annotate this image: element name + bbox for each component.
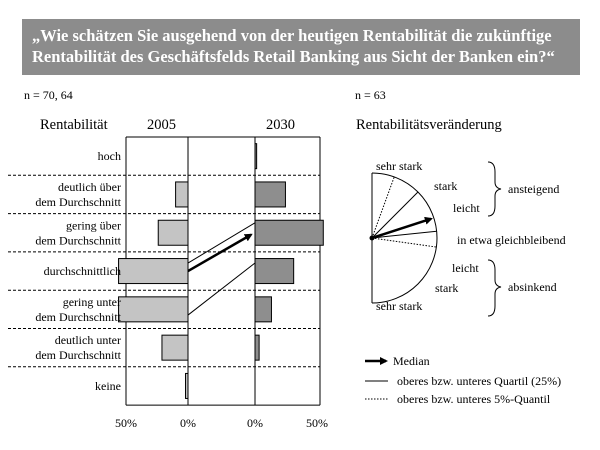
legend bbox=[365, 354, 561, 406]
change-level-up: sehr stark bbox=[376, 159, 423, 173]
bar-2005 bbox=[158, 220, 188, 245]
axis-ticks bbox=[115, 416, 328, 430]
quartile-line-upper bbox=[188, 223, 255, 263]
bar-2005 bbox=[186, 373, 188, 398]
category-label: gering über bbox=[66, 218, 121, 233]
tick-label: 0% bbox=[247, 416, 263, 430]
quartile-line-lower bbox=[188, 263, 255, 315]
change-group-up: ansteigend bbox=[508, 182, 560, 196]
category-label: durchschnittlich bbox=[43, 264, 121, 279]
category-label: hoch bbox=[97, 149, 121, 164]
category-label: keine bbox=[95, 378, 121, 393]
bar-2030 bbox=[255, 182, 285, 207]
change-arc bbox=[372, 173, 437, 303]
bar-2005 bbox=[119, 259, 188, 284]
category-label: dem Durchschnitt bbox=[35, 194, 121, 209]
bar-2030 bbox=[255, 297, 271, 322]
median-link bbox=[188, 223, 255, 315]
category-label: gering unter bbox=[62, 294, 121, 309]
tick-label: 50% bbox=[306, 416, 328, 430]
bar-2030 bbox=[255, 144, 257, 169]
sample-size-right: n = 63 bbox=[355, 88, 386, 102]
bar-2005 bbox=[162, 335, 188, 360]
change-level-down: sehr stark bbox=[376, 299, 423, 313]
legend-quartile-label: oberes bzw. unteres Quartil (25%) bbox=[397, 374, 562, 388]
category-labels bbox=[35, 149, 121, 393]
brace-up bbox=[488, 162, 501, 216]
tick-label: 0% bbox=[180, 416, 196, 430]
category-label: dem Durchschnitt bbox=[35, 233, 121, 248]
bar-2030 bbox=[255, 335, 259, 360]
change-level-down: leicht bbox=[452, 261, 479, 275]
bar-2005 bbox=[176, 182, 188, 207]
bar-marks bbox=[119, 144, 324, 399]
sample-size-left: n = 70, 64 bbox=[24, 88, 73, 102]
change-5pct-ray bbox=[372, 177, 394, 238]
year-label-left: 2005 bbox=[147, 117, 176, 133]
change-diagram bbox=[370, 159, 566, 316]
change-5pct-ray bbox=[372, 238, 436, 247]
change-group-down: absinkend bbox=[508, 280, 557, 294]
category-label: deutlich über bbox=[58, 179, 121, 194]
bar-2005 bbox=[119, 297, 188, 322]
category-label: dem Durchschnitt bbox=[35, 348, 121, 363]
median-arrow bbox=[188, 235, 251, 271]
bar-2030 bbox=[255, 259, 294, 284]
legend-5pct-label: oberes bzw. unteres 5%-Quantil bbox=[397, 392, 551, 406]
change-level-up: stark bbox=[434, 179, 458, 193]
change-origin-dot bbox=[370, 236, 375, 241]
category-label: dem Durchschnitt bbox=[35, 309, 121, 324]
bar-2030 bbox=[255, 220, 323, 245]
change-level-up: leicht bbox=[453, 201, 480, 215]
year-label-right: 2030 bbox=[266, 117, 295, 133]
brace-down bbox=[488, 260, 501, 316]
row-header: Rentabilität bbox=[40, 117, 108, 133]
legend-median-label: Median bbox=[393, 354, 430, 368]
title-line-2: Rentabilität des Geschäftsfelds Retail Banking aus Sicht der Banken ein?“ bbox=[32, 47, 555, 66]
category-label: deutlich unter bbox=[54, 333, 121, 348]
change-level-neutral: in etwa gleichbleibend bbox=[457, 233, 566, 247]
change-title: Rentabilitätsveränderung bbox=[356, 117, 502, 133]
tick-label: 50% bbox=[115, 416, 137, 430]
change-level-down: stark bbox=[435, 281, 459, 295]
title-line-1: „Wie schätzen Sie ausgehend von der heutigen Rentabilität die zukünftige bbox=[32, 26, 552, 45]
